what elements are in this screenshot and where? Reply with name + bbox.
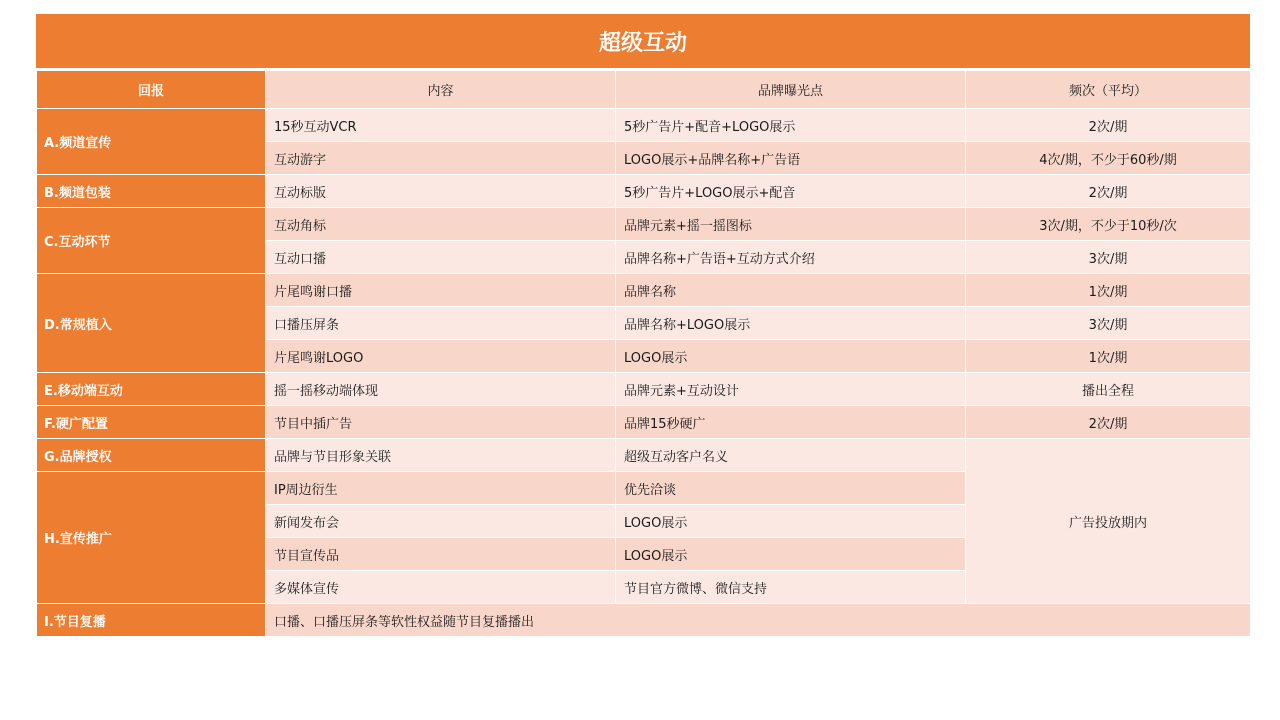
content-cell: 新闻发布会 — [266, 505, 616, 538]
content-cell: 摇一摇移动端体现 — [266, 373, 616, 406]
table-row — [37, 175, 1251, 208]
table-row — [37, 373, 1251, 406]
rewards-table — [36, 70, 1251, 637]
content-cell: 片尾鸣谢LOGO — [266, 340, 616, 373]
content-cell: 15秒互动VCR — [266, 109, 616, 142]
content-cell: 口播、口播压屏条等软性权益随节目复播播出 — [266, 604, 1251, 637]
table-row — [37, 208, 1251, 241]
content-cell: 节目宣传品 — [266, 538, 616, 571]
exposure-cell: 超级互动客户名义 — [616, 439, 966, 472]
header-exposure: 品牌曝光点 — [616, 71, 966, 109]
content-cell: 多媒体宣传 — [266, 571, 616, 604]
exposure-cell: 品牌15秒硬广 — [616, 406, 966, 439]
exposure-cell: LOGO展示 — [616, 340, 966, 373]
table-row — [37, 604, 1251, 637]
frequency-cell: 2次/期 — [966, 406, 1251, 439]
exposure-cell: 品牌名称 — [616, 274, 966, 307]
category-cell: D.常规植入 — [37, 274, 266, 373]
category-cell: B.频道包装 — [37, 175, 266, 208]
category-cell: G.品牌授权 — [37, 439, 266, 472]
exposure-cell: LOGO展示+品牌名称+广告语 — [616, 142, 966, 175]
frequency-cell: 4次/期，不少于60秒/期 — [966, 142, 1251, 175]
category-cell: A.频道宣传 — [37, 109, 266, 175]
content-cell: 口播压屏条 — [266, 307, 616, 340]
table-row — [37, 274, 1251, 307]
category-cell: I.节目复播 — [37, 604, 266, 637]
frequency-cell: 3次/期，不少于10秒/次 — [966, 208, 1251, 241]
exposure-cell: 品牌名称+LOGO展示 — [616, 307, 966, 340]
exposure-cell: 优先洽谈 — [616, 472, 966, 505]
exposure-cell: LOGO展示 — [616, 505, 966, 538]
exposure-cell: LOGO展示 — [616, 538, 966, 571]
header-content: 内容 — [266, 71, 616, 109]
header-frequency: 频次（平均） — [966, 71, 1251, 109]
frequency-cell: 1次/期 — [966, 274, 1251, 307]
header-reward: 回报 — [37, 71, 266, 109]
frequency-cell: 3次/期 — [966, 241, 1251, 274]
category-cell: C.互动环节 — [37, 208, 266, 274]
frequency-cell: 2次/期 — [966, 175, 1251, 208]
frequency-cell: 2次/期 — [966, 109, 1251, 142]
frequency-cell: 播出全程 — [966, 373, 1251, 406]
content-cell: 品牌与节目形象关联 — [266, 439, 616, 472]
exposure-cell: 5秒广告片+配音+LOGO展示 — [616, 109, 966, 142]
page-title: 超级互动 — [36, 14, 1250, 70]
content-cell: IP周边衍生 — [266, 472, 616, 505]
exposure-cell: 品牌元素+互动设计 — [616, 373, 966, 406]
content-cell: 片尾鸣谢口播 — [266, 274, 616, 307]
table-row — [37, 406, 1251, 439]
exposure-cell: 节目官方微博、微信支持 — [616, 571, 966, 604]
frequency-cell: 1次/期 — [966, 340, 1251, 373]
content-cell: 互动口播 — [266, 241, 616, 274]
category-cell: E.移动端互动 — [37, 373, 266, 406]
merged-frequency-cell: 广告投放期内 — [966, 439, 1251, 604]
exposure-cell: 品牌元素+摇一摇图标 — [616, 208, 966, 241]
content-cell: 节目中插广告 — [266, 406, 616, 439]
category-cell: F.硬广配置 — [37, 406, 266, 439]
exposure-cell: 5秒广告片+LOGO展示+配音 — [616, 175, 966, 208]
table-header-row — [37, 71, 1251, 109]
exposure-cell: 品牌名称+广告语+互动方式介绍 — [616, 241, 966, 274]
table-row — [37, 109, 1251, 142]
main-container — [36, 14, 1250, 637]
category-cell: H.宣传推广 — [37, 472, 266, 604]
content-cell: 互动游字 — [266, 142, 616, 175]
content-cell: 互动标版 — [266, 175, 616, 208]
content-cell: 互动角标 — [266, 208, 616, 241]
table-row — [37, 439, 1251, 472]
frequency-cell: 3次/期 — [966, 307, 1251, 340]
